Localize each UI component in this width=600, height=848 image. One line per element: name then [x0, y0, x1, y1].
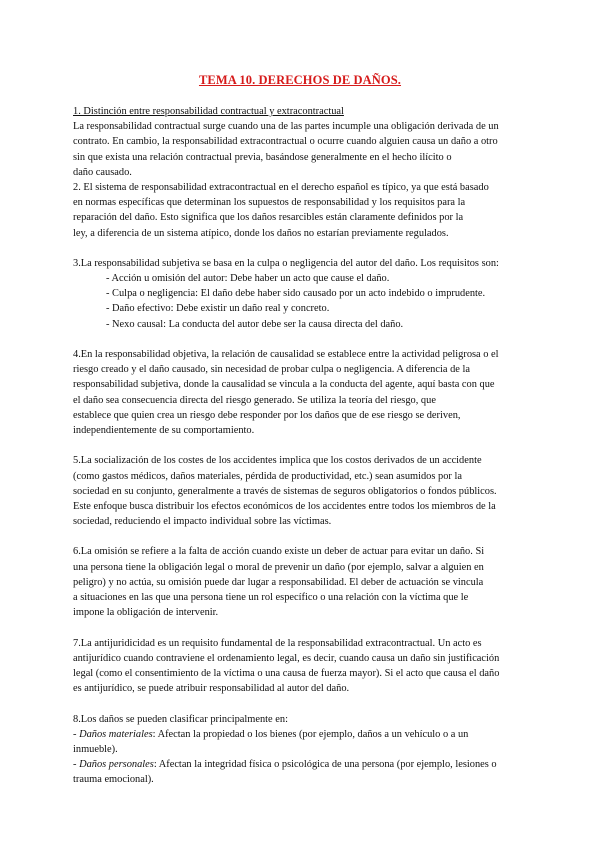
paragraph-5-line: sociedad en su conjunto, generalmente a través de sistemas de seguros obligatorios o fondos públicos.	[73, 485, 497, 497]
paragraph-spacer	[73, 332, 533, 347]
paragraph-7-line: legal (como el consentimiento de la víctima o una causa de fuerza mayor). Si el acto que causa el daño	[73, 667, 500, 679]
damage-type-material-label: Daños materiales	[79, 728, 153, 740]
paragraph-4-line: el daño sea consecuencia directa del riesgo generado. Se utiliza la teoría del riesgo, que	[73, 394, 436, 406]
paragraph-1-line: La responsabilidad contractual surge cuando una de las partes incumple una obligación derivada de un	[73, 121, 499, 133]
paragraph-7-line: 7.La antijuridicidad es un requisito fundamental de la responsabilidad extracontractual. Un acto es	[73, 637, 482, 649]
paragraph-7-line: es antijurídico, se puede atribuir responsabilidad al autor del daño.	[73, 683, 350, 695]
paragraph-2-line: 2. El sistema de responsabilidad extracontractual en el derecho español es típico, ya que está basado	[73, 181, 489, 193]
paragraph-spacer	[73, 241, 533, 256]
paragraph-5-line: 5.La socialización de los costes de los accidentes implica que los costos derivados de un accidente	[73, 455, 482, 467]
paragraph-6-line: a situaciones en las que una persona tiene un rol específico o una relación con la víctima que le	[73, 592, 469, 603]
damage-type-personal-label: Daños personales	[79, 759, 154, 771]
damage-type-personal-cont: trauma emocional).	[73, 774, 154, 786]
paragraph-5-line: Este enfoque busca distribuir los efectos económicos de los accidentes entre todos los miembros de la	[73, 500, 496, 512]
paragraph-4-line: establece que quien crea un riesgo debe responder por los daños que de ese riesgo se deriven,	[73, 409, 461, 421]
page-title: TEMA 10. DERECHOS DE DAÑOS.	[198, 73, 402, 87]
paragraph-2-line: ley, a diferencia de un sistema atípico, donde los daños no estarían previamente regulados.	[73, 227, 449, 239]
paragraph-2-line: reparación del daño. Esto significa que los daños resarcibles están claramente definidos por la	[73, 212, 464, 224]
paragraph-6-line: impone la obligación de intervenir.	[73, 607, 219, 619]
damage-type-personal: - Daños personales: Afectan la integridad física o psicológica de una persona (por ejemplo, lesiones o	[73, 759, 497, 771]
paragraph-4-line: 4.En la responsabilidad objetiva, la relación de causalidad se establece entre la actividad peligrosa o el	[73, 349, 499, 360]
paragraph-8-intro: 8.Los daños se pueden clasificar principalmente en:	[73, 713, 288, 725]
damage-type-material: - Daños materiales: Afectan la propiedad o los bienes (por ejemplo, daños a un vehículo o a un	[73, 728, 469, 740]
requirement-list-item: - Daño efectivo: Debe existir un daño real y concreto.	[106, 303, 330, 315]
paragraph-7-line: antijurídico cuando contraviene el ordenamiento legal, es decir, cuando causa un daño sin justificación	[73, 652, 500, 664]
damage-type-material-text: : Afectan la propiedad o los bienes (por ejemplo, daños a un vehículo o a un	[152, 728, 469, 740]
requirement-list-item: - Culpa o negligencia: El daño debe haber sido causado por un acto indebido o imprudente.	[106, 288, 486, 300]
paragraph-5-line: (como gastos médicos, daños materiales, pérdida de productividad, etc.) sean asumidos por la	[73, 470, 462, 482]
paragraph-spacer	[73, 438, 533, 453]
paragraph-2-line: en normas específicas que determinan los supuestos de responsabilidad y los requisitos para la	[73, 197, 466, 209]
paragraph-6-line: una persona tiene la obligación legal o moral de prevenir un daño (por ejemplo, salvar a alguien en	[73, 561, 484, 573]
paragraph-4-line: independientemente de su comportamiento.	[73, 424, 255, 436]
paragraph-4-line: responsabilidad subjetiva, donde la causalidad se vincula a la conducta del agente, aquí basta con que	[73, 379, 495, 391]
requirement-list-item: - Acción u omisión del autor: Debe haber un acto que cause el daño.	[106, 273, 390, 285]
section-heading-1: 1. Distinción entre responsabilidad contractual y extracontractual	[73, 106, 344, 117]
damage-type-personal-text: : Afectan la integridad física o psicológica de una persona (por ejemplo, lesiones o	[153, 759, 497, 771]
paragraph-1-line: daño causado.	[73, 166, 132, 178]
paragraph-1-line: contrato. En cambio, la responsabilidad extracontractual o ocurre cuando alguien causa un daño a otro	[73, 136, 498, 148]
document-body	[73, 104, 533, 787]
paragraph-6-line: 6.La omisión se refiere a la falta de acción cuando existe un deber de actuar para evitar un daño. Si	[73, 546, 485, 558]
damage-type-material-cont: inmueble).	[73, 743, 118, 755]
paragraph-spacer	[73, 529, 533, 544]
paragraph-spacer	[73, 696, 533, 711]
paragraph-spacer	[73, 620, 533, 635]
paragraph-5-line: sociedad, reduciendo el impacto individual sobre las víctimas.	[73, 516, 332, 528]
paragraph-6-line: peligro) y no actúa, su omisión puede dar lugar a responsabilidad. El deber de actuación se vincula	[73, 576, 484, 588]
requirement-list-item: - Nexo causal: La conducta del autor debe ser la causa directa del daño.	[106, 318, 404, 330]
paragraph-1-line: sin que exista una relación contractual previa, basándose generalmente en el hecho ilícito o	[73, 151, 452, 163]
paragraph-4-line: riesgo creado y el daño causado, sin necesidad de probar culpa o negligencia. A diferencia de la	[73, 364, 470, 376]
paragraph-3-intro: 3.La responsabilidad subjetiva se basa en la culpa o negligencia del autor del daño. Los requisitos son:	[73, 257, 499, 269]
